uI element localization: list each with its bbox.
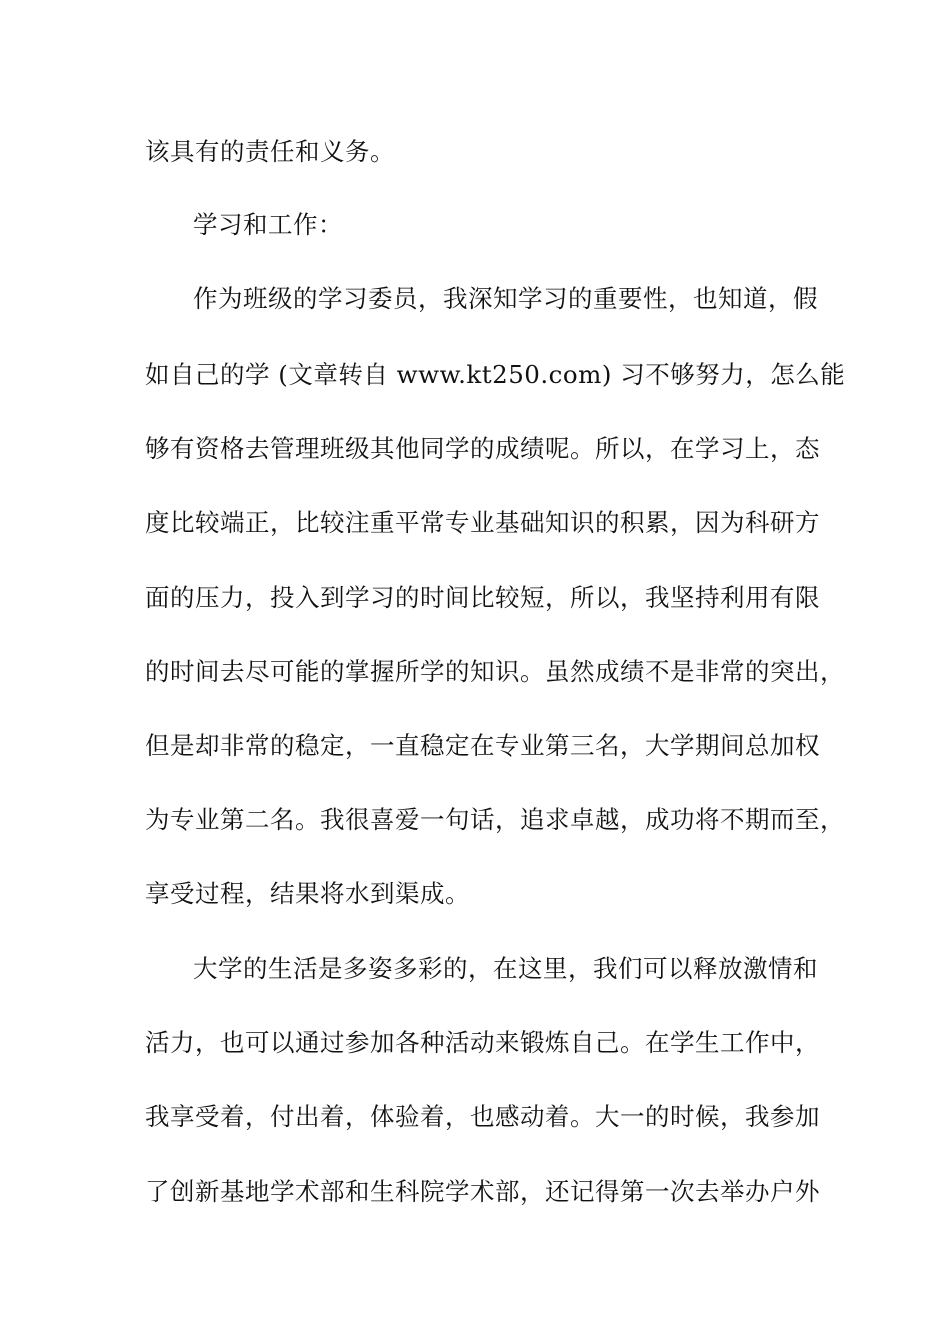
text-line: 的时间去尽可能的掌握所学的知识。虽然成绩不是非常的突出，: [145, 657, 845, 686]
text-line: 我享受着，付出着，体验着，也感动着。大一的时候，我参加: [145, 1102, 820, 1131]
text-line: 面的压力，投入到学习的时间比较短，所以，我坚持利用有限: [145, 583, 820, 612]
text-line: 享受过程，结果将水到渠成。: [145, 879, 470, 908]
text-line: 度比较端正，比较注重平常专业基础知识的积累，因为科研方: [145, 508, 820, 537]
section-heading: 学习和工作：: [193, 210, 343, 239]
text-line: 该具有的责任和义务。: [145, 137, 395, 166]
text-line: 如自己的学 (文章转自 www.kt250.com) 习不够努力，怎么能: [145, 360, 846, 389]
text-line: 但是却非常的稳定，一直稳定在专业第三名，大学期间总加权: [145, 731, 820, 760]
text-line: 够有资格去管理班级其他同学的成绩呢。所以，在学习上，态: [145, 434, 820, 463]
text-line: 了创新基地学术部和生科院学术部，还记得第一次去举办户外: [145, 1177, 820, 1206]
text-line: 大学的生活是多姿多彩的，在这里，我们可以释放激情和: [193, 954, 818, 983]
text-line: 作为班级的学习委员，我深知学习的重要性，也知道，假: [193, 284, 818, 313]
text-line: 为专业第二名。我很喜爱一句话，追求卓越，成功将不期而至，: [145, 805, 845, 834]
text-line: 活力，也可以通过参加各种活动来锻炼自己。在学生工作中，: [145, 1028, 820, 1057]
